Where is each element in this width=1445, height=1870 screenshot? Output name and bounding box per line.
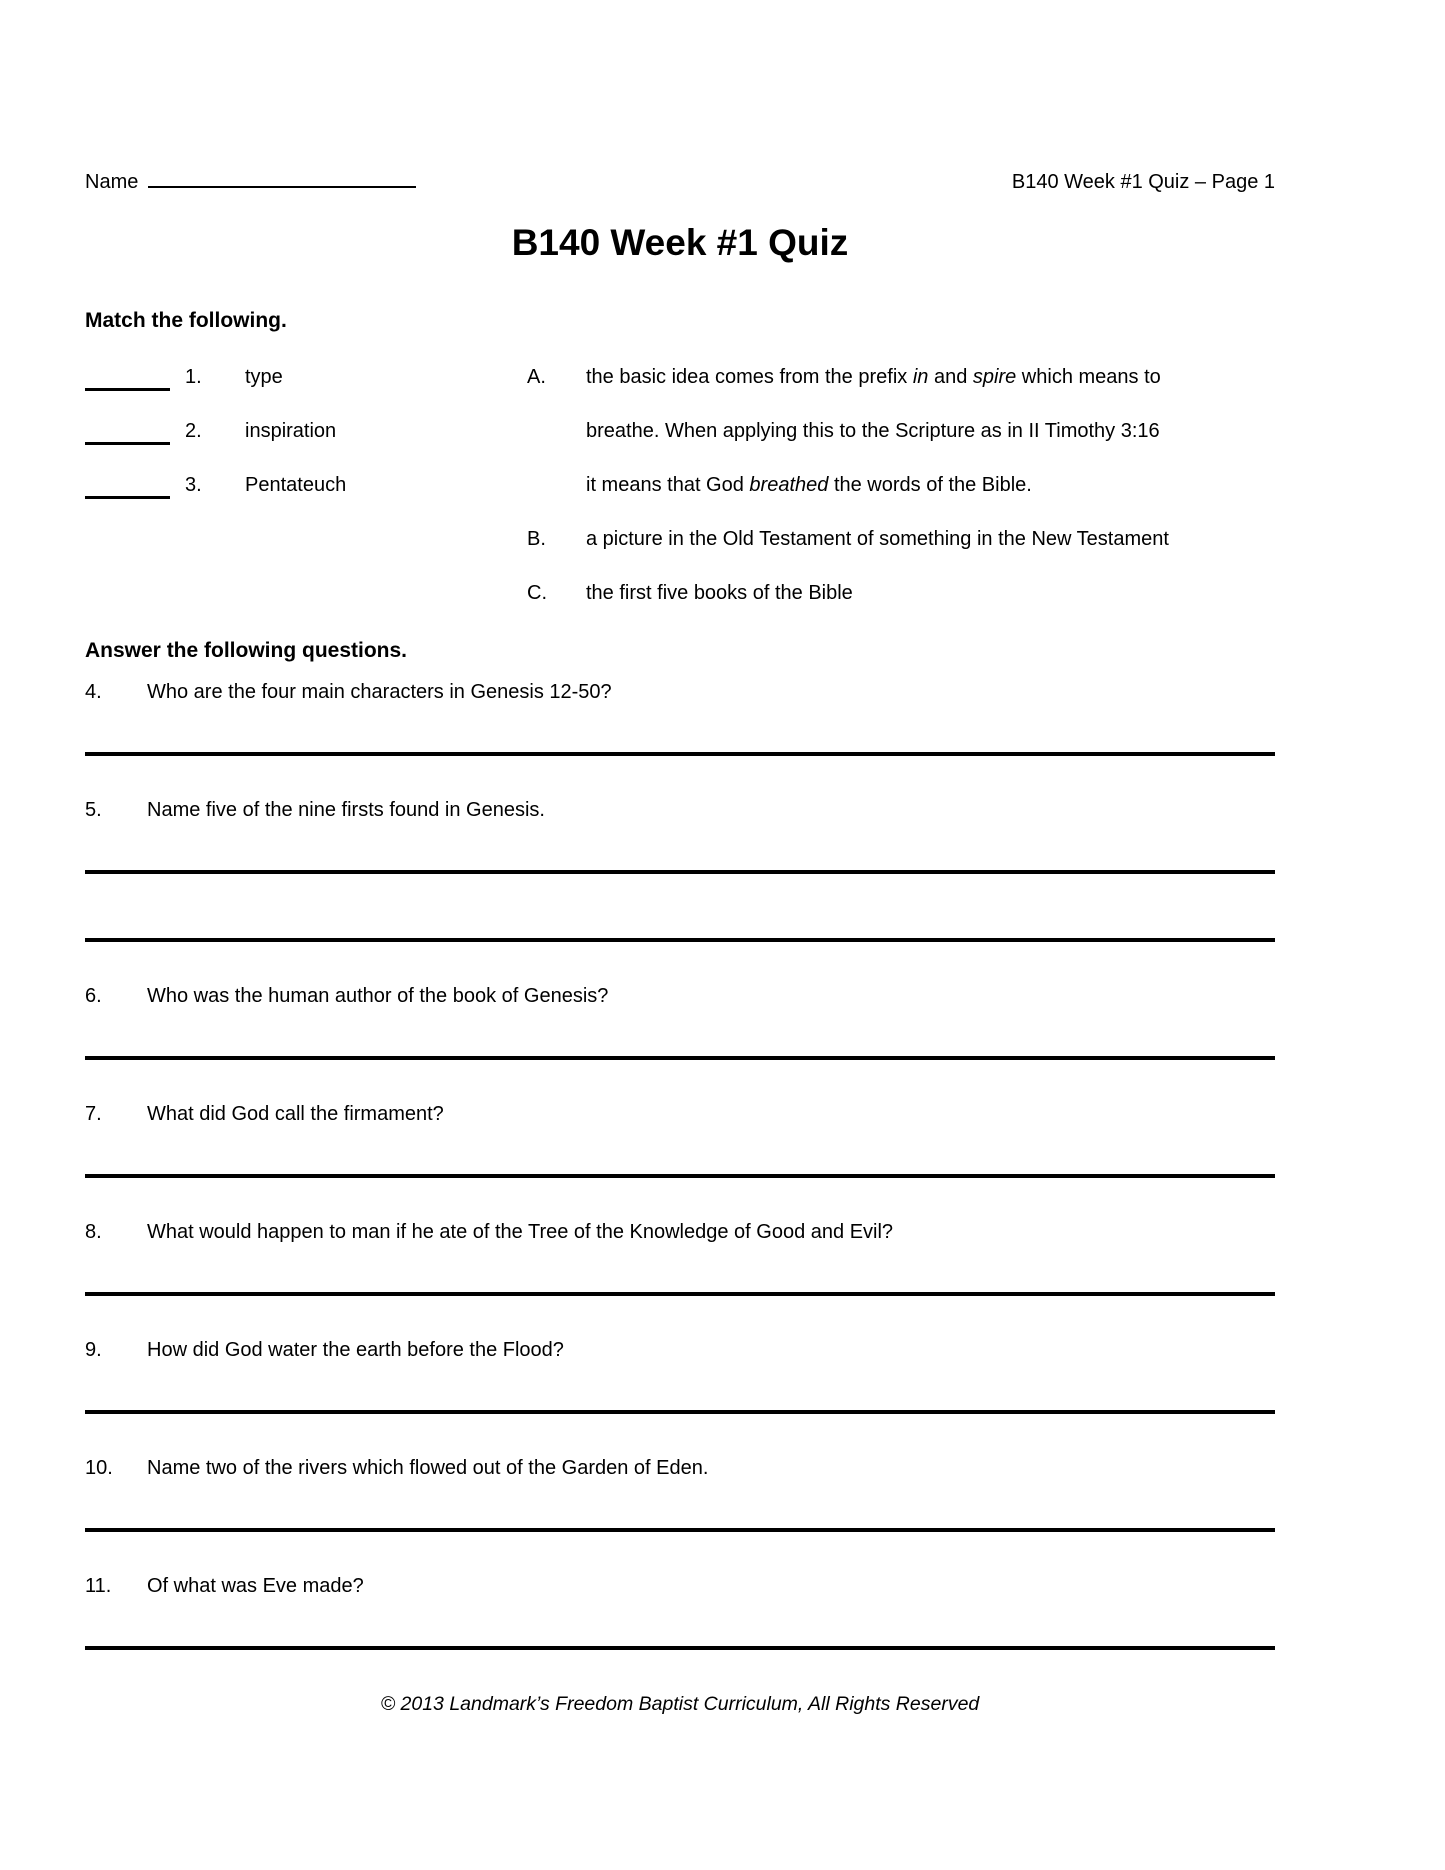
question-number: 11. (85, 1575, 112, 1597)
question-4 (85, 680, 1275, 756)
question-number: 8. (85, 1221, 102, 1243)
match-terms-column (85, 350, 527, 620)
question-text: What did God call the firmament? (147, 1103, 444, 1125)
match-option-a-line-3 (527, 458, 1275, 512)
question-number: 6. (85, 985, 102, 1007)
match-item-term: Pentateuch (245, 473, 347, 496)
question-number: 10. (85, 1457, 113, 1479)
match-options-column (527, 350, 1275, 620)
answer-line-q9[interactable] (85, 1410, 1275, 1414)
answer-line-q5-2[interactable] (85, 938, 1275, 942)
question-5 (85, 798, 1275, 942)
question-row (85, 1338, 1275, 1362)
question-row (85, 1574, 1275, 1598)
match-item-2 (85, 404, 527, 458)
match-option-letter: A. (527, 365, 546, 388)
match-answer-blank-1[interactable] (85, 364, 170, 391)
answer-line-q5-1[interactable] (85, 870, 1275, 874)
match-item-number: 2. (185, 419, 202, 442)
question-text: Name five of the nine firsts found in Genesis. (147, 799, 545, 821)
match-item-term: type (245, 365, 283, 388)
question-row (85, 984, 1275, 1008)
answer-line-q10[interactable] (85, 1528, 1275, 1532)
answer-line-q4[interactable] (85, 752, 1275, 756)
match-option-b (527, 512, 1275, 566)
question-6 (85, 984, 1275, 1060)
match-item-term: inspiration (245, 419, 337, 442)
name-label: Name (85, 171, 139, 193)
answer-line-q7[interactable] (85, 1174, 1275, 1178)
match-item-number: 3. (185, 473, 202, 496)
name-input-line[interactable] (148, 168, 416, 188)
match-option-letter: C. (527, 581, 547, 604)
question-text: Of what was Eve made? (147, 1575, 364, 1597)
match-option-c (527, 566, 1275, 620)
question-number: 7. (85, 1103, 102, 1125)
match-section-heading: Match the following. (85, 309, 287, 332)
question-text: Name two of the rivers which flowed out of the Garden of Eden. (147, 1457, 709, 1479)
name-field-group (85, 168, 416, 194)
page-content (85, 0, 1275, 1716)
question-row (85, 1456, 1275, 1480)
match-answer-blank-2[interactable] (85, 418, 170, 445)
match-option-letter: B. (527, 527, 546, 550)
question-text: Who was the human author of the book of Genesis? (147, 985, 609, 1007)
page-header (85, 168, 1275, 194)
match-option-text: breathe. When applying this to the Scripture as in II Timothy 3:16 (586, 419, 1160, 442)
question-row (85, 1102, 1275, 1126)
page-info: B140 Week #1 Quiz – Page 1 (1011, 171, 1275, 193)
question-row (85, 798, 1275, 822)
question-row (85, 1220, 1275, 1244)
question-number: 4. (85, 681, 102, 703)
copyright-notice: © 2013 Landmark’s Freedom Baptist Curriculum, All Rights Reserved (380, 1693, 980, 1715)
match-section-body (85, 350, 1275, 620)
question-number: 5. (85, 799, 102, 821)
question-11 (85, 1574, 1275, 1650)
page-title: B140 Week #1 Quiz (511, 222, 849, 263)
question-text: What would happen to man if he ate of the Tree of the Knowledge of Good and Evil? (147, 1221, 894, 1243)
match-answer-blank-3[interactable] (85, 472, 170, 499)
answer-line-q6[interactable] (85, 1056, 1275, 1060)
match-option-a-line-1 (527, 350, 1275, 404)
question-row (85, 680, 1275, 704)
question-8 (85, 1220, 1275, 1296)
question-number: 9. (85, 1339, 102, 1361)
question-10 (85, 1456, 1275, 1532)
questions-section-heading: Answer the following questions. (85, 639, 408, 662)
answer-line-q11[interactable] (85, 1646, 1275, 1650)
question-text: How did God water the earth before the Flood? (147, 1339, 564, 1361)
match-option-text: the basic idea comes from the prefix in and spire which means to (586, 365, 1161, 388)
match-option-text: the first five books of the Bible (586, 581, 853, 604)
match-option-a-line-2 (527, 404, 1275, 458)
match-option-text: a picture in the Old Testament of something in the New Testament (586, 527, 1169, 550)
match-item-3 (85, 458, 527, 512)
answer-line-q8[interactable] (85, 1292, 1275, 1296)
match-item-number: 1. (185, 365, 202, 388)
question-7 (85, 1102, 1275, 1178)
question-text: Who are the four main characters in Genesis 12-50? (147, 681, 612, 703)
question-9 (85, 1338, 1275, 1414)
match-item-1 (85, 350, 527, 404)
match-option-text: it means that God breathed the words of the Bible. (586, 473, 1032, 496)
